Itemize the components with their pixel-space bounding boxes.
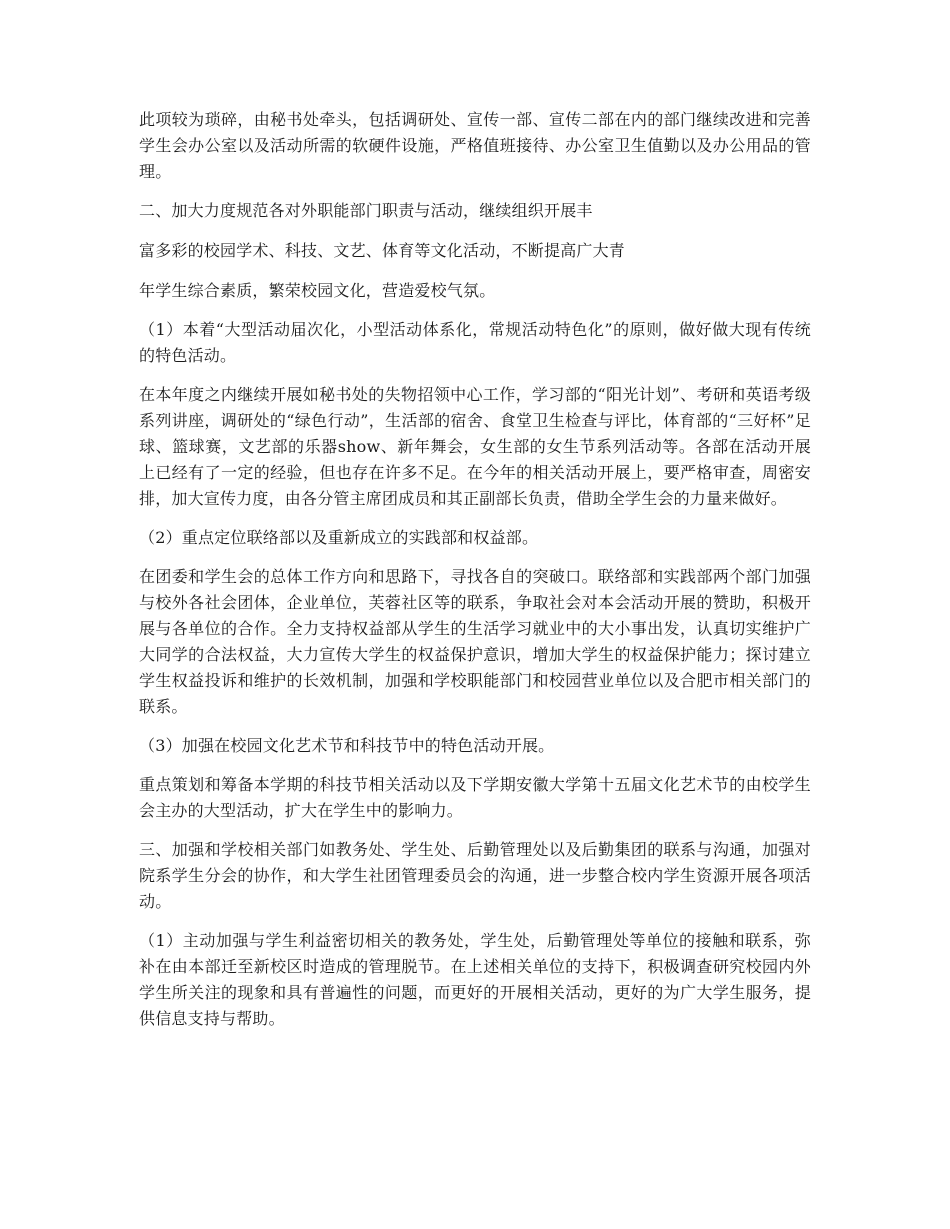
paragraph-item-2-detail: 在团委和学生会的总体工作方向和思路下，寻找各自的突破口。联络部和实践部两个部门加强与校外各社会团体，企业单位，芙蓉社区等的联系，争取社会对本会活动开展的赞助，积极开展与各单位的合作。全力支持权益部从学生的生活学习就业中的大小事出发，认真切实维护广大同学的合法权益，大力宣传大学生的权益保护意识，增加大学生的权益保护能力；探讨建立学生权益投诉和维护的长效机制，加强和学校职能部门和校园营业单位以及合肥市相关部门的联系。 [139, 567, 811, 716]
paragraph-item-2: （2）重点定位联络部以及重新成立的实践部和权益部。 [139, 528, 539, 547]
paragraph-item-3: （3）加强在校园文化艺术节和科技节中的特色活动开展。 [139, 736, 555, 755]
paragraph-item-1: （1）本着“大型活动届次化，小型活动体系化，常规活动特色化”的原则，做好做大现有传统的特色活动。 [139, 320, 811, 365]
paragraph-section-three-heading: 三、加强和学校相关部门如教务处、学生处、后勤管理处以及后勤集团的联系与沟通，加强对院系学生分会的协作，和大学生社团管理委员会的沟通，进一步整合校内学生资源开展各项活动。 [139, 840, 811, 911]
paragraph-section-two-heading-line3: 年学生综合素质，繁荣校园文化，营造爱校气氛。 [139, 281, 496, 300]
paragraph-section-two-heading-line2: 富多彩的校园学术、科技、文艺、体育等文化活动，不断提高广大青 [139, 241, 626, 260]
document-body [139, 107, 811, 1045]
paragraph-item-1-detail: 在本年度之内继续开展如秘书处的失物招领中心工作，学习部的“阳光计划”、考研和英语考级系列讲座，调研处的“绿色行动”，生活部的宿舍、食堂卫生检查与评比，体育部的“三好杯”足球、篮球赛，文艺部的乐器show、新年舞会，女生部的女生节系列活动等。各部在活动开展上已经有了一定的经验，但也存在许多不足。在今年的相关活动开展上，要严格审查，周密安排，加大宣传力度，由各分管主席团成员和其正副部长负责，借助全学生会的力量来做好。 [139, 385, 811, 508]
paragraph-intro: 此项较为琐碎，由秘书处牵头，包括调研处、宣传一部、宣传二部在内的部门继续改进和完善学生会办公室以及活动所需的软硬件设施，严格值班接待、办公室卫生值勤以及办公用品的管理。 [139, 110, 811, 181]
paragraph-section-two-heading-line1: 二、加大力度规范各对外职能部门职责与活动，继续组织开展丰 [139, 201, 593, 220]
paragraph-item-3-detail: 重点策划和筹备本学期的科技节相关活动以及下学期安徽大学第十五届文化艺术节的由校学生会主办的大型活动，扩大在学生中的影响力。 [139, 775, 811, 820]
paragraph-section-three-item-1: （1）主动加强与学生利益密切相关的教务处，学生处，后勤管理处等单位的接触和联系，弥补在由本部迁至新校区时造成的管理脱节。在上述相关单位的支持下，积极调查研究校园内外学生所关注的现象和具有普遍性的问题，而更好的开展相关活动，更好的为广大学生服务，提供信息支持与帮助。 [139, 931, 811, 1028]
